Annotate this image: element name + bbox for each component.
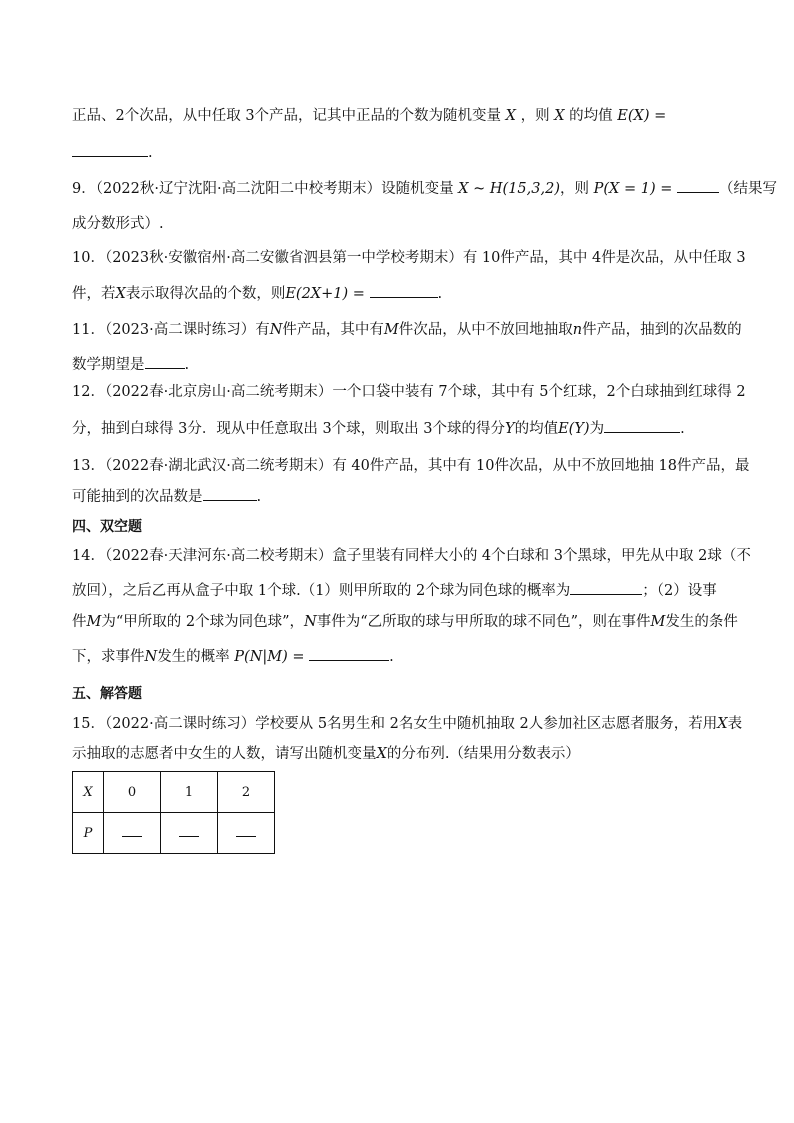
section-heading-5: 五、解答题 [72,686,142,702]
q8-text-c: 的均值 [569,108,613,124]
var-n-lower: n [572,322,583,338]
question-number: 15． [72,716,105,732]
period: . [184,357,190,373]
distribution-table [72,771,275,854]
q8-text: 正品、2个次品，从中任取 3个产品，记其中正品的个数为随机变量 [72,108,502,124]
section-heading-4: 四、双空题 [72,519,142,535]
table-answer-cell[interactable] [104,813,161,854]
table-row-x [73,772,275,813]
question-12-line2 [72,418,685,439]
period: . [148,145,153,161]
q9-expression: P(X = 1) = [593,181,673,197]
answer-blank-1[interactable] [570,580,642,595]
table-header-x: X [73,772,104,813]
question-source: （2022春·天津河东·高二校考期末） [104,548,333,564]
question-12 [72,382,746,402]
var-x: X [717,716,728,732]
q11-text-b: 件产品，其中有 [282,322,384,338]
q15-text-c: 示抽取的志愿者中女生的人数，请写出随机变量 [72,746,377,762]
answer-blank[interactable] [236,828,256,837]
question-source: （2023秋·安徽宿州·高二安徽省泗县第一中学校考期末） [104,250,463,266]
answer-blank[interactable] [122,828,142,837]
q10-text-c: 表示取得次品的个数，则 [125,286,286,302]
q11-text: 有 [255,322,270,338]
question-10 [72,248,746,268]
q14-text-h: 下，求事件 [72,649,145,665]
var-n: N [144,649,158,665]
var-x: X [115,286,126,302]
q15-text-d: 的分布列.（结果用分数表示） [386,746,580,762]
q10-text-b: 件，若 [72,286,116,302]
q8-text-b: ，则 [520,108,550,124]
var-n: N [304,614,317,630]
var-n: N [269,322,283,338]
q13-line2-text: 可能抽到的次品数是 [72,489,203,505]
q14-expression: P(N|M) = [234,649,305,665]
question-number: 11． [72,322,105,338]
q14-text: 盒子里装有同样大小的 4个白球和 3个黑球，甲先从中取 2球（不 [332,548,751,564]
question-10-line2 [72,283,442,304]
table-row-p [73,813,275,854]
var-y: Y [505,421,515,437]
question-source: （2022春·湖北武汉·高二统考期末） [104,458,333,474]
q12-text-d: 为 [589,421,605,437]
q13-text: 有 40件产品，其中有 10件次品，从中不放回地抽 18件产品，最 [332,458,750,474]
q11-text-c: 件次品，从中不放回地抽取 [398,322,573,338]
q14-text-e: 为“甲所取的 2个球为同色球”， [101,614,305,630]
var-m: M [383,322,399,338]
q14-text-g: 发生的条件 [665,614,738,630]
q15-text: 学校要从 5名男生和 2名女生中随机抽取 2人参加社区志愿者服务，若用 [255,716,718,732]
period: . [256,489,262,505]
question-number: 12． [72,384,105,400]
var-x: X [376,746,387,762]
question-14 [72,546,751,566]
q15-text-b: 表 [727,716,743,732]
q14-text-d: 件 [72,614,87,630]
table-answer-cell[interactable] [161,813,218,854]
var-m: M [650,614,666,630]
q11-line2-text: 数学期望是 [72,357,145,373]
q8-line1 [72,106,666,126]
q14-text-c: ；（2）设事 [642,583,717,599]
question-number: 13． [72,458,105,474]
q12-text-b: 分，抽到白球得 3分．现从中任意取出 3个球，则取出 3个球的得分 [72,421,506,437]
table-cell-value: 0 [104,772,161,813]
answer-blank[interactable] [677,178,719,193]
question-15 [72,714,742,734]
question-source: （2022春·北京房山·高二统考期末） [104,384,333,400]
period: . [437,286,443,302]
question-9-line2 [72,214,164,234]
var-x: X [505,108,516,124]
answer-blank[interactable] [145,354,185,369]
q10-text: 有 10件产品，其中 4件是次品，从中任取 3 [462,250,746,266]
question-13-line2 [72,486,261,507]
question-number: 14． [72,548,105,564]
var-x: X [554,108,565,124]
q9-text-b: ，则 [560,181,589,197]
question-source: （2023·高二课时练习） [104,322,256,338]
var-m: M [86,614,102,630]
q10-expression: E(2X+1) = [285,286,365,302]
q12-expression: E(Y) [558,421,590,437]
answer-blank[interactable] [179,828,199,837]
q9-line2-text: 成分数形式）. [72,216,164,232]
answer-blank[interactable] [370,283,438,298]
period: . [680,421,685,437]
question-number: 10． [72,250,105,266]
answer-blank[interactable] [604,418,680,433]
answer-blank[interactable] [72,142,148,157]
table-header-p: P [73,813,104,854]
q9-text-c: （结果写 [718,181,777,197]
q9-distribution: X ~ H(15,3,2) [458,181,560,197]
q9-text: 设随机变量 [381,181,454,197]
question-11-line2 [72,354,189,375]
q14-text-b: 放回），之后乙再从盒子中取 1个球.（1）则甲所取的 2个球为同色球的概率为 [72,583,571,599]
table-answer-cell[interactable] [218,813,275,854]
question-14-line2 [72,580,717,601]
question-15-line2 [72,744,580,764]
question-14-line4 [72,646,394,667]
q14-text-i: 发生的概率 [157,649,230,665]
answer-blank[interactable] [203,486,257,501]
q12-text-c: 的均值 [514,421,559,437]
q8-line2 [72,142,153,163]
q11-text-d: 件产品，抽到的次品数的 [582,322,742,338]
question-9 [72,178,777,199]
answer-blank-2[interactable] [309,646,389,661]
question-14-line3 [72,612,738,632]
question-11 [72,320,742,340]
question-13 [72,456,750,476]
question-source: （2022秋·辽宁沈阳·高二沈阳二中校考期末） [95,181,382,197]
q14-text-f: 事件为“乙所取的球与甲所取的球不同色”，则在事件 [316,614,651,630]
question-source: （2022·高二课时练习） [104,716,256,732]
q12-text: 一个口袋中装有 7个球，其中有 5个红球，2个白球抽到红球得 2 [332,384,746,400]
table-cell-value: 1 [161,772,218,813]
question-number: 9． [72,181,96,197]
table-cell-value: 2 [218,772,275,813]
q8-expression: E(X) = [617,108,667,124]
period: . [389,649,394,665]
